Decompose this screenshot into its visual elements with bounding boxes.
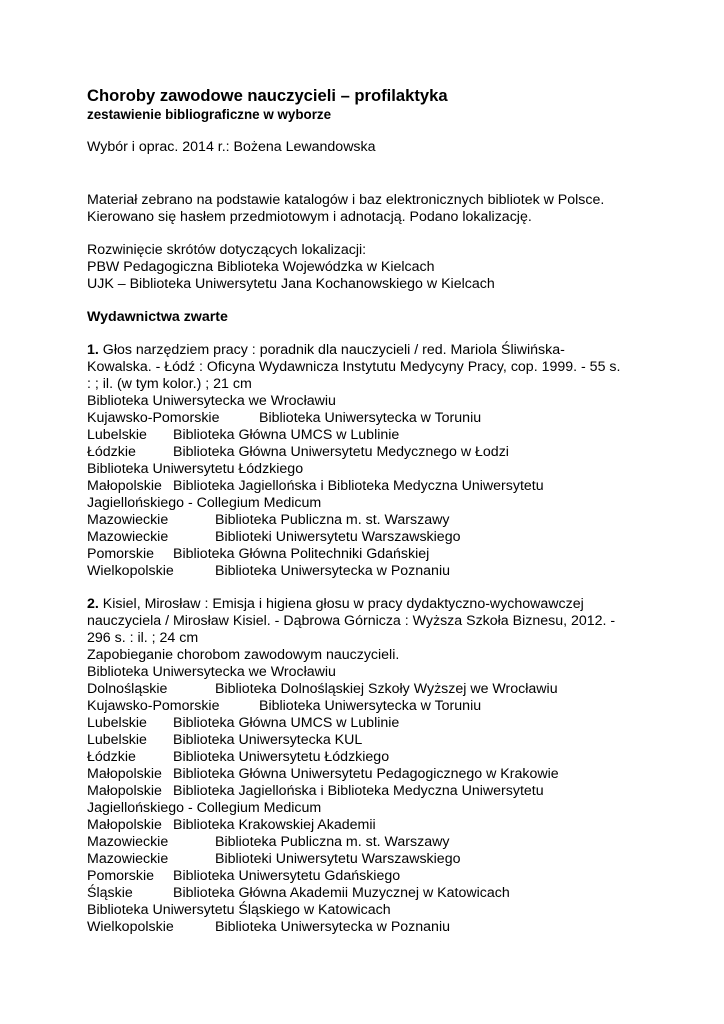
entry-desc-line: Kowalska. - Łódź : Oficyna Wydawnicza Instytutu Medycyny Pracy, cop. 1999. - 55 s. (87, 359, 621, 375)
location-row: Biblioteka Uniwersytetu Łódzkiego (87, 461, 304, 477)
document-title: Choroby zawodowe nauczycieli – profilaktyka (87, 86, 448, 105)
document-subtitle: zestawienie bibliograficzne w wyborze (87, 107, 332, 122)
location-row: Jagiellońskiego - Collegium Medicum (87, 800, 322, 816)
entry-desc-line: 2. Kisiel, Mirosław : Emisja i higiena głosu w pracy dydaktyczno-wychowawczej (87, 596, 584, 612)
location-row: Kujawsko-Pomorskie Biblioteka Uniwersytecka w Toruniu (87, 410, 482, 426)
location-row: Kujawsko-Pomorskie Biblioteka Uniwersytecka w Toruniu (87, 698, 482, 714)
location-row: Lubelskie Biblioteka Główna UMCS w Lublinie (87, 715, 400, 731)
location-row: Dolnośląskie Biblioteka Dolnośląskiej Szkoły Wyższej we Wrocławiu (87, 681, 558, 697)
location-row: Biblioteka Uniwersytecka we Wrocławiu (87, 393, 336, 409)
entry-desc-line: : ; il. (w tym kolor.) ; 21 cm (87, 376, 252, 392)
location-row: Lubelskie Biblioteka Główna UMCS w Lublinie (87, 427, 400, 443)
abbrev-ujk: UJK – Biblioteka Uniwersytetu Jana Kochanowskiego w Kielcach (87, 276, 495, 292)
location-row: Jagiellońskiego - Collegium Medicum (87, 495, 322, 511)
abbrev-pbw: PBW Pedagogiczna Biblioteka Wojewódzka w Kielcach (87, 259, 435, 275)
location-row: Małopolskie Biblioteka Jagiellońska i Biblioteka Medyczna Uniwersytetu (87, 478, 544, 494)
location-row: Wielkopolskie Biblioteka Uniwersytecka w Poznaniu (87, 919, 450, 935)
entry-desc-line: nauczyciela / Mirosław Kisiel. - Dąbrowa Górnicza : Wyższa Szkoła Biznesu, 2012. - (87, 613, 616, 629)
intro-line-1: Materiał zebrano na podstawie katalogów i baz elektronicznych bibliotek w Polsce. (87, 192, 605, 208)
location-row: Mazowieckie Biblioteka Publiczna m. st. Warszawy (87, 834, 450, 850)
location-row: Lubelskie Biblioteka Uniwersytecka KUL (87, 732, 363, 748)
entry-number: 1. (87, 342, 99, 358)
location-row: Łódzkie Biblioteka Uniwersytetu Łódzkiego (87, 749, 390, 765)
entry-number: 2. (87, 596, 99, 612)
intro-line-2: Kierowano się hasłem przedmiotowym i adnotacją. Podano lokalizację. (87, 209, 532, 225)
entry-desc-line: 296 s. : il. ; 24 cm (87, 630, 199, 646)
location-row: Małopolskie Biblioteka Krakowskiej Akademii (87, 817, 376, 833)
location-row: Pomorskie Biblioteka Główna Politechniki Gdańskiej (87, 546, 430, 562)
author-line: Wybór i oprac. 2014 r.: Bożena Lewandowska (87, 139, 376, 155)
location-row: Pomorskie Biblioteka Uniwersytetu Gdańskiego (87, 868, 401, 884)
bibliography-entry-2 (87, 596, 667, 936)
entry-desc-line: Zapobieganie chorobom zawodowym nauczycieli. (87, 647, 400, 663)
location-row: Wielkopolskie Biblioteka Uniwersytecka w Poznaniu (87, 563, 450, 579)
location-row: Śląskie Biblioteka Główna Akademii Muzycznej w Katowicach (87, 885, 510, 901)
location-row: Małopolskie Biblioteka Jagiellońska i Biblioteka Medyczna Uniwersytetu (87, 783, 544, 799)
document-page (87, 86, 667, 936)
location-row: Biblioteka Uniwersytetu Śląskiego w Katowicach (87, 902, 391, 918)
abbrev-heading: Rozwinięcie skrótów dotyczących lokalizacji: (87, 242, 367, 258)
location-row: Łódzkie Biblioteka Główna Uniwersytetu Medycznego w Łodzi (87, 444, 509, 460)
entry-desc-line: 1. Głos narzędziem pracy : poradnik dla nauczycieli / red. Mariola Śliwińska- (87, 342, 565, 358)
location-row: Mazowieckie Biblioteki Uniwersytetu Warszawskiego (87, 529, 461, 545)
bibliography-entry-1 (87, 342, 667, 580)
section-title: Wydawnictwa zwarte (87, 309, 228, 325)
location-row: Biblioteka Uniwersytecka we Wrocławiu (87, 664, 336, 680)
location-row: Mazowieckie Biblioteka Publiczna m. st. Warszawy (87, 512, 450, 528)
location-row: Małopolskie Biblioteka Główna Uniwersytetu Pedagogicznego w Krakowie (87, 766, 559, 782)
location-row: Mazowieckie Biblioteki Uniwersytetu Warszawskiego (87, 851, 461, 867)
